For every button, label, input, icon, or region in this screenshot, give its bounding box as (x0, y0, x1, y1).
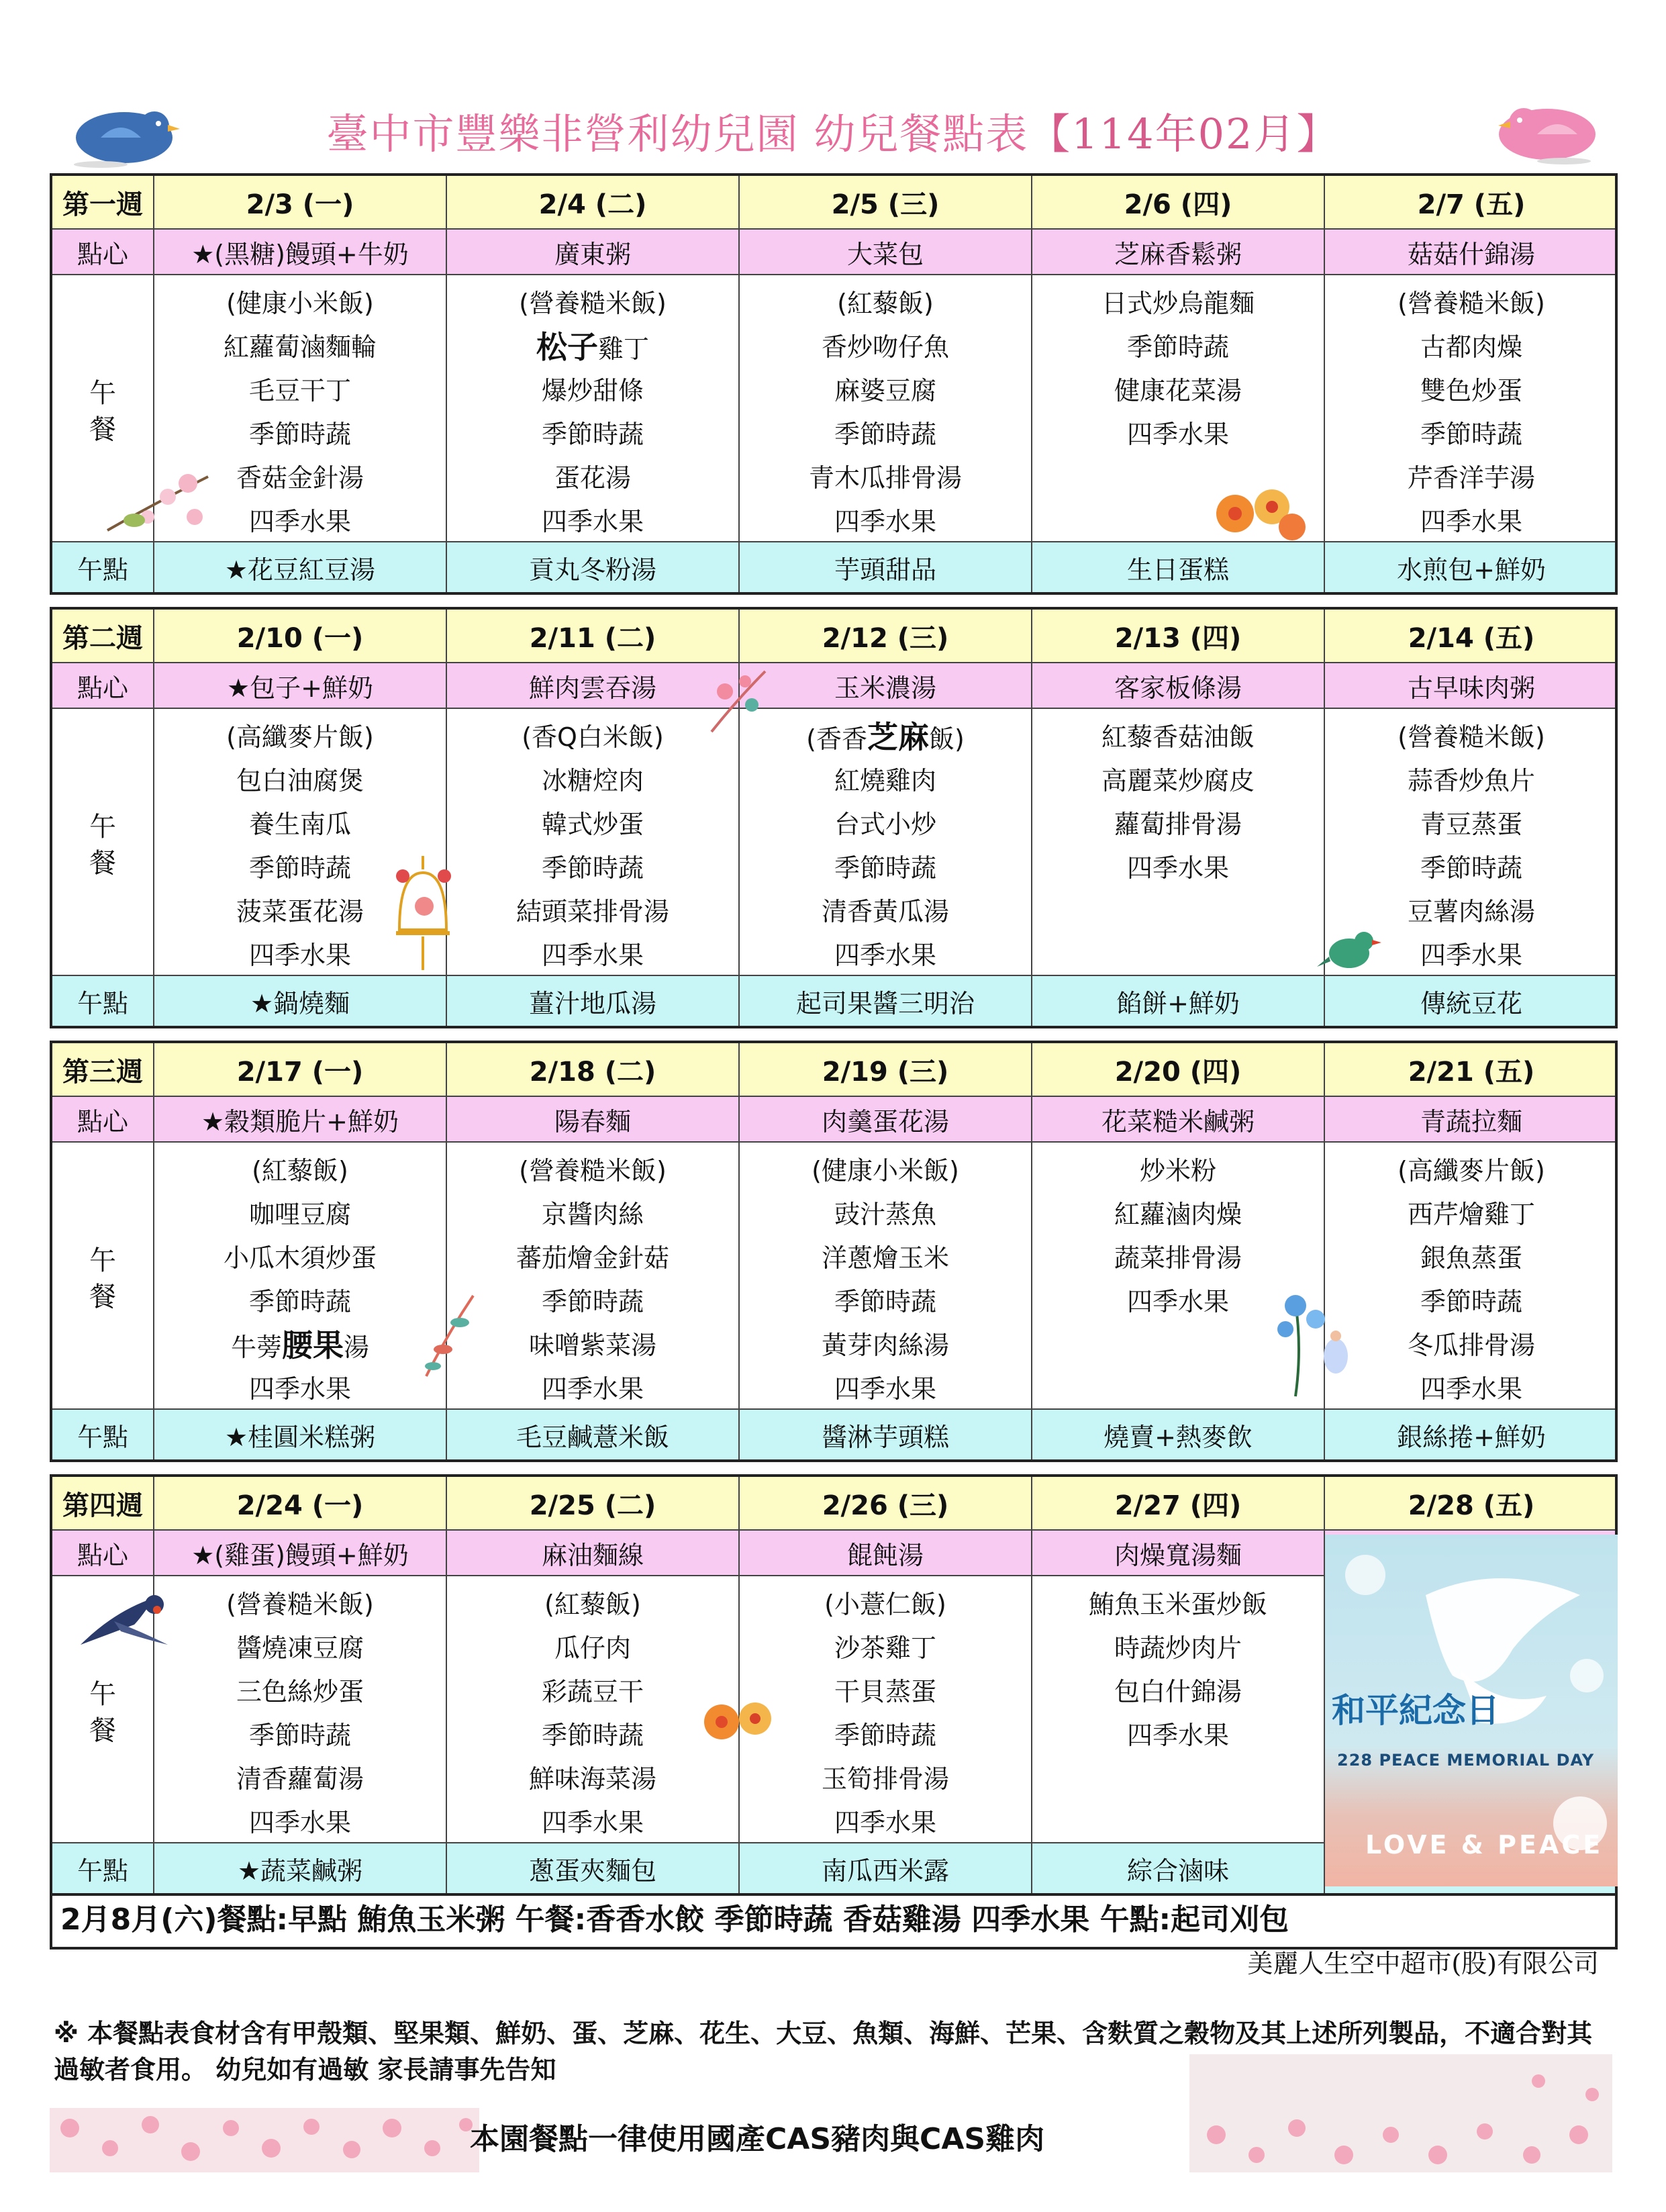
lunch-item: 季節時蔬 (834, 853, 936, 883)
pm-cell: 毛豆鹹薏米飯 (447, 1410, 740, 1459)
lunch-item: 蘿蔔排骨湯 (1114, 810, 1242, 839)
fairy-flower-icon (1269, 1289, 1363, 1403)
date-row (52, 1477, 1615, 1531)
lunch-item: 青木瓜排骨湯 (808, 463, 962, 493)
lunch-item: 台式小炒 (834, 810, 936, 839)
date-cell: 2/6 (四) (1032, 176, 1325, 228)
pm-cell: 銀絲捲+鮮奶 (1397, 1422, 1546, 1452)
lunch-item: 包白油腐煲 (236, 766, 364, 796)
lunch-item: 四季水果 (834, 941, 936, 970)
date-cell: 2/7 (五) (1417, 189, 1526, 220)
lunch-item: 季節時蔬 (834, 420, 936, 449)
lunch-cell (1032, 709, 1325, 975)
green-bird-icon (1316, 920, 1383, 980)
afternoon-snack-row (52, 976, 1615, 1026)
lunch-item: 季節時蔬 (1420, 420, 1522, 449)
title-month: 【114年02月】 (1028, 109, 1340, 158)
date-row (52, 610, 1615, 663)
pm-cell: 水煎包+鮮奶 (1397, 555, 1546, 585)
date-cell: 2/27 (四) (1032, 1477, 1325, 1529)
date-cell: 2/28 (五) (1408, 1490, 1535, 1521)
lunch-item: 四季水果 (541, 941, 644, 970)
lunch-item: 豆薯肉絲湯 (1407, 897, 1535, 926)
flower-cluster-icon-2 (698, 1692, 785, 1752)
lunch-item: 四季水果 (834, 507, 936, 536)
lunch-item: 鮪魚玉米蛋炒飯 (1088, 1590, 1267, 1619)
lunch-item: 四季水果 (248, 1374, 351, 1404)
snack-cell: 玉米濃湯 (740, 663, 1032, 708)
lunch-item: 四季水果 (834, 1374, 936, 1404)
title-main: 臺中市豐樂非營利幼兒園 幼兒餐點表 (326, 109, 1029, 158)
pm-cell: 南瓜西米露 (740, 1843, 1032, 1893)
lunch-item: 韓式炒蛋 (541, 810, 644, 839)
blossom-strip-right (1189, 2054, 1612, 2172)
snack-cell: 肉燥寬湯麵 (1032, 1531, 1325, 1575)
snack-row (52, 663, 1615, 709)
pm-label: 午點 (52, 1410, 154, 1459)
lunch-item: 四季水果 (834, 1808, 936, 1837)
lunch-item: 季節時蔬 (1126, 332, 1229, 362)
lunch-item: 季節時蔬 (248, 853, 351, 883)
snack-cell: ★(雞蛋)饅頭+鮮奶 (154, 1531, 447, 1575)
lunch-label-2: 餐 (89, 848, 116, 879)
flower-cluster-icon (1208, 483, 1316, 544)
lunch-item: 蒜香炒魚片 (1407, 766, 1535, 796)
lunch-cell (447, 709, 740, 975)
snack-cell: 餛飩湯 (740, 1531, 1032, 1575)
lunch-item: 四季水果 (248, 1808, 351, 1837)
lunch-item: (健康小米飯) (812, 1156, 959, 1186)
allergy-note: ※ 本餐點表食材含有甲殼類、堅果類、鮮奶、蛋、芝麻、花生、大豆、魚類、海鮮、芒果、含麩質之穀物及其上述所列製品，不適合對其過敏者食用。 幼兒如有過敏 家長請事先告知 (54, 2019, 1593, 2084)
snack-cell: 青蔬拉麵 (1420, 1106, 1522, 1137)
peace-memorial-day-image (1325, 1535, 1618, 1886)
lunch-cell (1325, 1143, 1618, 1408)
week-label: 第四週 (52, 1477, 154, 1529)
lunch-item: 香菇金針湯 (236, 463, 364, 493)
lunch-item: 蔬菜排骨湯 (1114, 1243, 1242, 1273)
pm-cell: 貢丸冬粉湯 (447, 542, 740, 592)
flower-sprig-icon (698, 665, 779, 738)
date-cell: 2/24 (一) (154, 1477, 447, 1529)
lunch-item: 香炒吻仔魚 (821, 332, 949, 362)
pm-cell: 起司果醬三明治 (740, 976, 1032, 1026)
lunch-item: 彩蔬豆干 (541, 1677, 644, 1706)
lunch-item: 日式炒烏龍麵 (1101, 289, 1255, 318)
blue-bird-icon (60, 101, 181, 168)
lunch-row (52, 1143, 1615, 1410)
lunch-item (1032, 1800, 1324, 1842)
lunch-item: 健康花菜湯 (1114, 376, 1242, 405)
lunch-item: 四季水果 (1420, 507, 1522, 536)
lunch-label-1: 午 (89, 1679, 116, 1710)
snack-cell: 客家板條湯 (1032, 663, 1325, 708)
pm-label: 午點 (52, 976, 154, 1026)
lunch-item: 古都肉燥 (1420, 332, 1522, 362)
lunch-item: 紅藜香菇油飯 (1101, 722, 1255, 752)
date-cell: 2/21 (五) (1408, 1056, 1535, 1088)
snack-label: 點心 (52, 1097, 154, 1141)
snack-cell: ★包子+鮮奶 (154, 663, 447, 708)
lunch-cell (1325, 275, 1618, 541)
lunch-item: 三色絲炒蛋 (236, 1677, 364, 1706)
lunch-item: 清香蘿蔔湯 (236, 1764, 364, 1794)
saturday-menu: 2月8月(六)餐點:早點 鮪魚玉米粥 午餐:香香水餃 季節時蔬 香菇雞湯 四季水果 午點:起司刈包 (50, 1886, 1618, 1950)
snack-cell: 芝麻香鬆粥 (1032, 230, 1325, 274)
lunch-item (1032, 890, 1324, 932)
lunch-cell (447, 1143, 740, 1408)
snack-label: 點心 (52, 230, 154, 274)
pm-cell: 芋頭甜品 (740, 542, 1032, 592)
lunch-item: 鮮味海菜湯 (528, 1764, 656, 1794)
date-cell: 2/10 (一) (154, 610, 447, 662)
pm-cell: 燒賣+熱麥飲 (1032, 1410, 1325, 1459)
date-cell: 2/25 (二) (447, 1477, 740, 1529)
snack-row (52, 230, 1615, 275)
week-label: 第三週 (52, 1043, 154, 1096)
date-cell: 2/26 (三) (740, 1477, 1032, 1529)
snack-label: 點心 (52, 663, 154, 708)
pm-cell: ★鍋燒麵 (154, 976, 447, 1026)
blossom-strip-left (50, 2108, 479, 2172)
lunch-item: 醬燒凍豆腐 (236, 1633, 364, 1663)
lunch-item: 紅蘿蔔滷麵輪 (223, 332, 377, 362)
pm-cell: 餡餅+鮮奶 (1032, 976, 1325, 1026)
lunch-item: 季節時蔬 (248, 1721, 351, 1750)
lunch-item: (營養糙米飯) (1398, 289, 1545, 318)
lunch-item: 紅燒雞肉 (834, 766, 936, 796)
lunch-cell (740, 1143, 1032, 1408)
date-row (52, 176, 1615, 230)
date-cell: 2/3 (一) (154, 176, 447, 228)
lunch-item: 牛蒡腰果湯 (230, 1327, 370, 1363)
lunch-label (52, 1143, 154, 1408)
lunch-item: (營養糙米飯) (519, 289, 667, 318)
lunch-item: (營養糙米飯) (226, 1590, 374, 1619)
date-cell: 2/12 (三) (740, 610, 1032, 662)
lunch-item: 四季水果 (1420, 1374, 1522, 1404)
lunch-label-1: 午 (89, 378, 116, 409)
snack-cell: ★穀類脆片+鮮奶 (154, 1097, 447, 1141)
lunch-row (52, 275, 1615, 542)
lunch-cell (740, 709, 1032, 975)
lunch-item: 四季水果 (541, 507, 644, 536)
lunch-label (52, 709, 154, 975)
week-label: 第二週 (52, 610, 154, 662)
date-cell: 2/11 (二) (447, 610, 740, 662)
lunch-item: 季節時蔬 (1420, 853, 1522, 883)
date-cell: 2/14 (五) (1408, 622, 1535, 654)
lunch-item: (小薏仁飯) (824, 1590, 946, 1619)
lunch-item: 四季水果 (1420, 941, 1522, 970)
lunch-item: 松子雞丁 (536, 329, 649, 365)
lunch-label-1: 午 (89, 812, 116, 843)
lunch-item: 黃芽肉絲湯 (821, 1331, 949, 1360)
lunch-item: (高纖麥片飯) (226, 722, 374, 752)
lunch-label-2: 餐 (89, 1715, 116, 1746)
pm-cell: 綜合滷味 (1032, 1843, 1325, 1893)
lunch-item: (營養糙米飯) (1398, 722, 1545, 752)
lunch-cell (740, 275, 1032, 541)
lunch-item: 玉筍排骨湯 (821, 1764, 949, 1794)
lunch-item: 四季水果 (1126, 1287, 1229, 1316)
leaf-branch-icon (413, 1289, 487, 1383)
lunch-item: 西芹燴雞丁 (1407, 1200, 1535, 1229)
week-label: 第一週 (52, 176, 154, 228)
lunch-item: 紅蘿滷肉燥 (1114, 1200, 1242, 1229)
date-row (52, 1043, 1615, 1097)
lunch-item: 菠菜蛋花湯 (236, 897, 364, 926)
lunch-item: 麻婆豆腐 (834, 376, 936, 405)
lunch-label-1: 午 (89, 1245, 116, 1276)
lunch-item: (紅藜飯) (544, 1590, 641, 1619)
lunch-item: 洋蔥燴玉米 (821, 1243, 949, 1273)
pm-cell: ★花豆紅豆湯 (154, 542, 447, 592)
lunch-item: 季節時蔬 (541, 1721, 644, 1750)
lunch-item: 味噌紫菜湯 (528, 1331, 656, 1360)
lunch-item: 季節時蔬 (834, 1287, 936, 1316)
lunch-cell (154, 1576, 447, 1842)
lunch-item: (高纖麥片飯) (1398, 1156, 1545, 1186)
lunch-item: 時蔬炒肉片 (1114, 1633, 1242, 1663)
pm-cell: 薑汁地瓜湯 (447, 976, 740, 1026)
lunch-item: 包白什錦湯 (1114, 1677, 1242, 1706)
snack-row (52, 1097, 1615, 1143)
lunch-item: 季節時蔬 (541, 420, 644, 449)
pm-cell: ★桂圓米糕粥 (154, 1410, 447, 1459)
lunch-item: 毛豆干丁 (248, 376, 351, 405)
lunch-item: 四季水果 (541, 1374, 644, 1404)
lunch-item: 季節時蔬 (248, 420, 351, 449)
lunch-item: 沙茶雞丁 (834, 1633, 936, 1663)
lunch-item: 蛋花湯 (554, 463, 631, 493)
week-1-table (50, 173, 1618, 595)
lunch-item: 養生南瓜 (248, 810, 351, 839)
lunch-item: (紅藜飯) (252, 1156, 348, 1186)
snack-cell: 花菜糙米鹹粥 (1032, 1097, 1325, 1141)
swallow-icon (74, 1584, 175, 1651)
lunch-item: 雙色炒蛋 (1420, 376, 1522, 405)
date-cell: 2/20 (四) (1032, 1043, 1325, 1096)
lunch-item: 咖哩豆腐 (248, 1200, 351, 1229)
lunch-item: 季節時蔬 (1420, 1287, 1522, 1316)
lunch-item: (營養糙米飯) (519, 1156, 667, 1186)
page-title (0, 101, 1666, 160)
lunch-item: 炒米粉 (1139, 1156, 1216, 1186)
date-cell: 2/13 (四) (1032, 610, 1325, 662)
lunch-item: 京醬肉絲 (541, 1200, 644, 1229)
pm-cell: 蔥蛋夾麵包 (447, 1843, 740, 1893)
lunch-item: (香Q白米飯) (522, 722, 664, 752)
lunch-cell (447, 275, 740, 541)
pm-cell: ★蔬菜鹹粥 (154, 1843, 447, 1893)
lunch-item: 蕃茄燴金針菇 (516, 1243, 669, 1273)
lunch-item: 季節時蔬 (541, 1287, 644, 1316)
lunch-item: 瓜仔肉 (554, 1633, 631, 1663)
date-cell: 2/17 (一) (154, 1043, 447, 1096)
lunch-item: 清香黃瓜湯 (821, 897, 949, 926)
lunch-item: 小瓜木須炒蛋 (223, 1243, 377, 1273)
lunch-item: 冬瓜排骨湯 (1407, 1331, 1535, 1360)
lunch-item: 季節時蔬 (834, 1721, 936, 1750)
snack-cell: 廣東粥 (447, 230, 740, 274)
lunch-item: 銀魚蒸蛋 (1420, 1243, 1522, 1273)
date-cell: 2/5 (三) (740, 176, 1032, 228)
lunch-label-2: 餐 (89, 1282, 116, 1312)
company-name: 美麗人生空中超市(股)有限公司 (1247, 1949, 1599, 1978)
lunch-label-2: 餐 (89, 414, 116, 445)
lunch-item: 爆炒甜條 (541, 376, 644, 405)
pm-cell: 傳統豆花 (1420, 988, 1522, 1018)
love-peace-text: LOVE & PEACE (1365, 1830, 1604, 1860)
lunch-item: 四季水果 (1126, 853, 1229, 883)
peace-subtitle: 228 PEACE MEMORIAL DAY (1337, 1751, 1595, 1770)
lunch-item: 豉汁蒸魚 (834, 1200, 936, 1229)
snack-cell: 菇菇什錦湯 (1407, 239, 1535, 269)
lunch-item: 四季水果 (248, 941, 351, 970)
lunch-item (1032, 1758, 1324, 1800)
lunch-cell (154, 1143, 447, 1408)
lunch-cell (1032, 1576, 1325, 1842)
cas-notice: 本園餐點一律使用國產CAS豬肉與CAS雞肉 (470, 2122, 1045, 2156)
lunch-item: (健康小米飯) (226, 289, 374, 318)
afternoon-snack-row (52, 1410, 1615, 1459)
lunch-item (1032, 932, 1324, 975)
date-cell: 2/19 (三) (740, 1043, 1032, 1096)
lunch-item: 干貝蒸蛋 (834, 1677, 936, 1706)
lunch-item: 季節時蔬 (248, 1287, 351, 1316)
lunch-item: 四季水果 (1126, 420, 1229, 449)
lunch-item: 四季水果 (541, 1808, 644, 1837)
afternoon-snack-row (52, 542, 1615, 592)
snack-cell: ★(黑糖)饅頭+牛奶 (154, 230, 447, 274)
snack-cell: 古早味肉粥 (1407, 673, 1535, 703)
date-cell: 2/4 (二) (447, 176, 740, 228)
lunch-item: 青豆蒸蛋 (1420, 810, 1522, 839)
lunch-cell (447, 1576, 740, 1842)
birdcage-icon (389, 849, 456, 977)
pm-label: 午點 (52, 1843, 154, 1893)
blossom-branch-icon (101, 456, 215, 544)
snack-cell: 鮮肉雲吞湯 (447, 663, 740, 708)
snack-cell: 大菜包 (740, 230, 1032, 274)
pm-cell: 醬淋芋頭糕 (740, 1410, 1032, 1459)
lunch-item: 冰糖焢肉 (541, 766, 644, 796)
peace-title: 和平紀念日 (1332, 1691, 1500, 1730)
pm-cell: 生日蛋糕 (1032, 542, 1325, 592)
lunch-item: 芹香洋芋湯 (1407, 463, 1535, 493)
pm-label: 午點 (52, 542, 154, 592)
lunch-item: 四季水果 (1126, 1721, 1229, 1750)
snack-label: 點心 (52, 1531, 154, 1575)
snack-cell: 肉羹蛋花湯 (740, 1097, 1032, 1141)
week-3-table (50, 1041, 1618, 1462)
date-cell: 2/18 (二) (447, 1043, 740, 1096)
lunch-item: 季節時蔬 (541, 853, 644, 883)
lunch-item: (香香芝麻飯) (806, 719, 965, 755)
snack-cell: 麻油麵線 (447, 1531, 740, 1575)
pink-bird-icon (1483, 97, 1618, 164)
snack-cell: 陽春麵 (447, 1097, 740, 1141)
lunch-item: 結頭菜排骨湯 (516, 897, 669, 926)
lunch-item: 四季水果 (248, 507, 351, 536)
lunch-item: 高麗菜炒腐皮 (1101, 766, 1255, 796)
lunch-item: (紅藜飯) (837, 289, 934, 318)
